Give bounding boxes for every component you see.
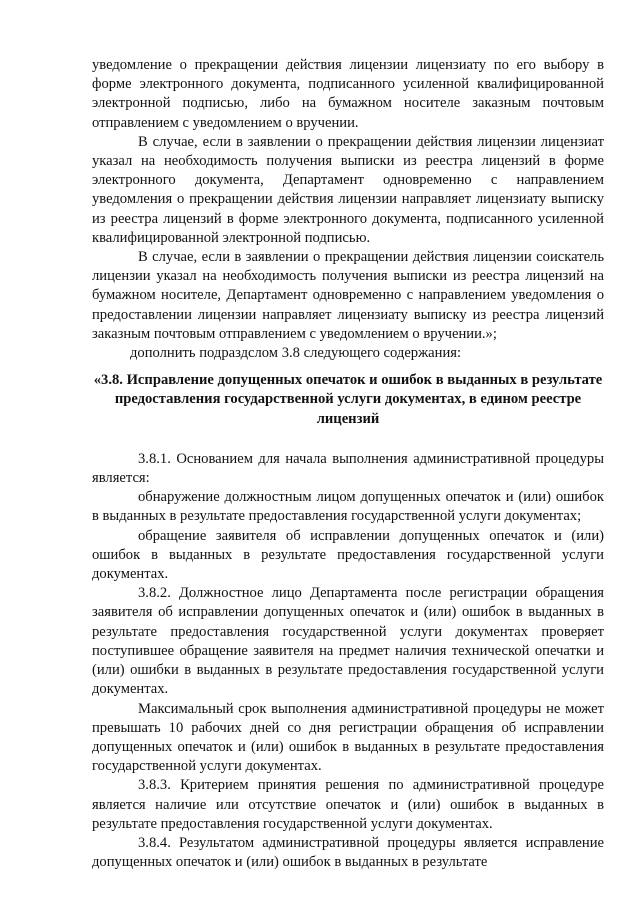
paragraph-notice-delivery: уведомление о прекращении действия лицензии лицензиату по его выбору в форме электронного документа, подписанного усиленной квалифицированной электронной подписью, либо на бумажном носителе заказным почтовым отправлением с уведомлением о вручении. bbox=[92, 57, 604, 131]
spacer bbox=[92, 429, 604, 450]
paragraph-basis-applicant: обращение заявителя об исправлении допущенных опечаток и (или) ошибок в выданных в результате предоставления государственной услуги документах. bbox=[92, 527, 604, 583]
paragraph-3-8-3: 3.8.3. Критерием принятия решения по административной процедуре является наличие или отсутствие опечаток и (или) ошибок в выданных в результате предоставления государственной услуги документах. bbox=[92, 777, 604, 832]
section-heading-3-8: «3.8. Исправление допущенных опечаток и ошибок в выданных в результате предоставления государственной услуги документах, в едином реестре лицензий bbox=[93, 372, 603, 427]
document-page bbox=[92, 56, 604, 872]
paragraph-supplement-instruction: дополнить подраздслом 3.8 следующего содержания: bbox=[130, 345, 462, 362]
paragraph-electronic-extract: В случае, если в заявлении о прекращении действия лицензии лицензиат указал на необходимость получения выписки из реестра лицензий в форме электронного документа, Департамент одновременно с направлением уведомления о прекращении действия лицензии направляет лицензиату выписку из реестра лицензий в форме электронного документа, подписанного усиленной квалифицированной электронной подписью. bbox=[92, 133, 604, 246]
paragraph-max-term: Максимальный срок выполнения административной процедуры не может превышать 10 рабочих дней со дня регистрации обращения об исправлении допущенных опечаток и (или) ошибок в выданных в результате предоставления государственной услуги документах. bbox=[92, 700, 604, 775]
paragraph-3-8-1: 3.8.1. Основанием для начала выполнения административной процедуры является: bbox=[92, 450, 604, 487]
paragraph-basis-official: обнаружение должностным лицом допущенных опечаток и (или) ошибок в выданных в результате предоставления государственной услуги документах; bbox=[92, 489, 604, 525]
paragraph-paper-extract: В случае, если в заявлении о прекращении действия лицензии соискатель лицензии указал на необходимость получения выписки из реестра лицензий на бумажном носителе, Департамент одновременно с направлением уведомления о предоставлении лицензии направляет лицензиату выписку из реестра лицензий заказным почтовым отправлением с уведомлением о вручении.»; bbox=[92, 249, 604, 342]
paragraph-3-8-2: 3.8.2. Должностное лицо Департамента после регистрации обращения заявителя об исправлении допущенных опечаток и (или) ошибок в выданных в результате предоставления государственной услуги документах проверяет поступившее обращение заявителя на предмет наличия технической опечатки и (или) ошибки в выданных в результате предоставления государственной услуги документах. bbox=[92, 585, 604, 698]
paragraph-3-8-4: 3.8.4. Результатом административной процедуры является исправление допущенных опечаток и (или) ошибок в выданных в результате bbox=[92, 834, 604, 871]
